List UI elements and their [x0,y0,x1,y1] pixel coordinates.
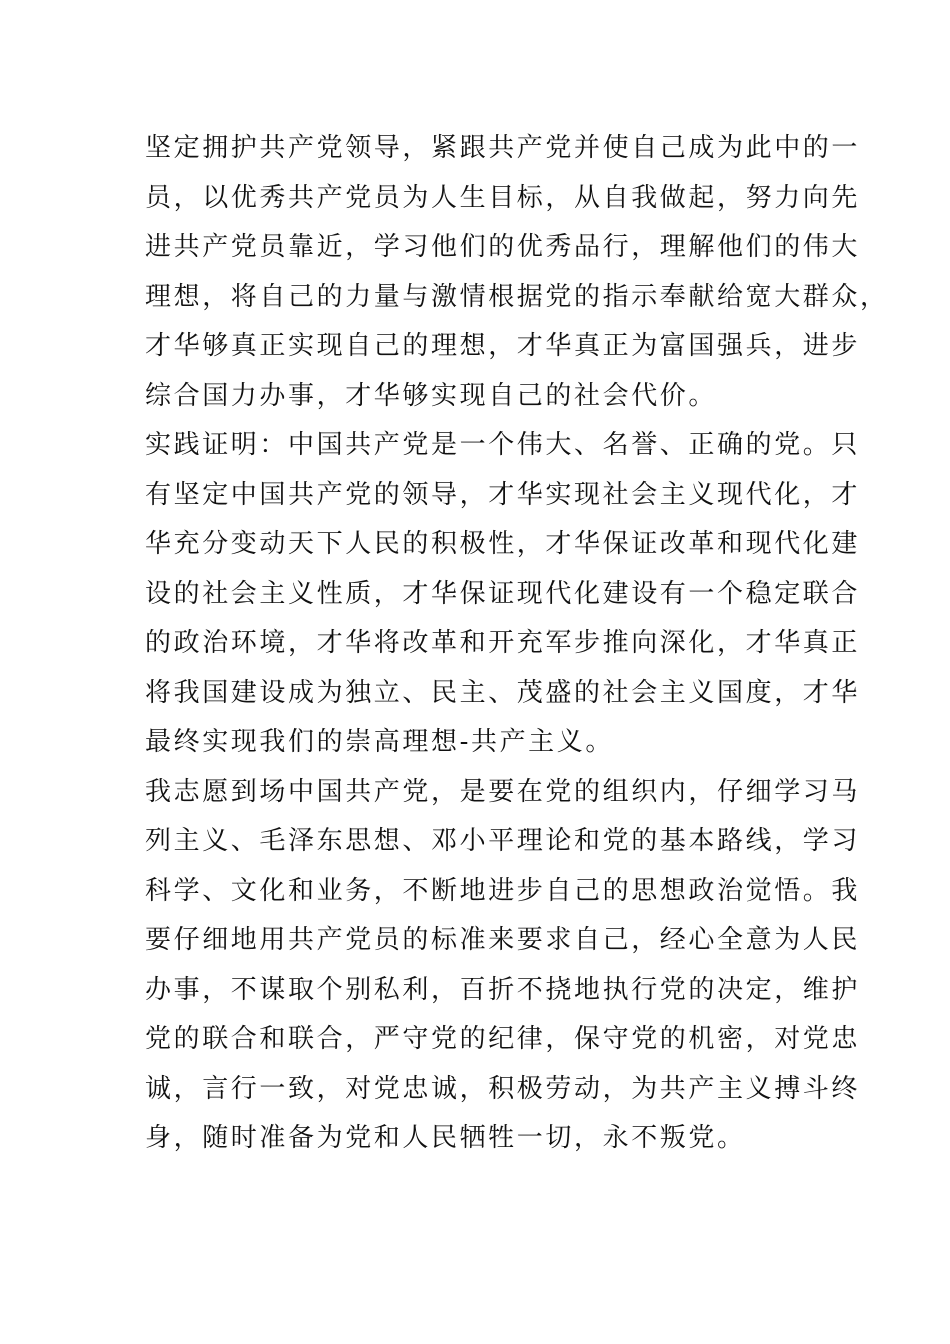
text-line: 进共产党员靠近，学习他们的优秀品行，理解他们的伟大 [145,232,861,262]
text-line: 员，以优秀共产党员为人生目标，从自我做起，努力向先 [145,182,861,213]
paragraph-2 [145,421,861,768]
text-line: 综合国力办事，才华够实现自己的社会代价。 [145,380,718,411]
text-line: 诚，言行一致，对党忠诚，积极劳动，为共产主义搏斗终 [145,1073,861,1104]
text-line: 才华够真正实现自己的理想，才华真正为富国强兵，进步 [145,331,861,361]
text-line: 要仔细地用共产党员的标准来要求自己，经心全意为人民 [145,925,861,955]
text-line: 坚定拥护共产党领导，紧跟共产党并使自己成为此中的一 [145,133,861,163]
text-line: 最终实现我们的崇高理想-共产主义。 [145,727,614,757]
text-line: 身，随时准备为党和人民牺牲一切，永不叛党。 [145,1123,746,1153]
paragraph-3 [145,768,861,1164]
text-line: 我志愿到场中国共产党，是要在党的组织内，仔细学习马 [145,776,861,807]
text-line: 办事，不谋取个别私利，百折不挠地执行党的决定，维护 [145,974,861,1005]
text-line: 列主义、毛泽东思想、邓小平理论和党的基本路线，学习 [145,826,861,856]
text-line: 设的社会主义性质，才华保证现代化建设有一个稳定联合 [145,578,861,609]
text-line: 党的联合和联合，严守党的纪律，保守党的机密，对党忠 [145,1024,861,1054]
paragraph-1 [145,124,889,421]
text-line: 华充分变动天下人民的积极性，才华保证改革和现代化建 [145,529,861,559]
text-line: 有坚定中国共产党的领导，才华实现社会主义现代化，才 [145,479,861,510]
text-line: 将我国建设成为独立、民主、茂盛的社会主义国度，才华 [145,677,861,708]
text-line: 实践证明：中国共产党是一个伟大、名誉、正确的党。只 [145,430,861,460]
document-body [145,124,889,1164]
text-line: 理想，将自己的力量与激情根据党的指示奉献给宽大群众， [145,281,889,312]
text-line: 科学、文化和业务，不断地进步自己的思想政治觉悟。我 [145,875,861,906]
text-line: 的政治环境，才华将改革和开充军步推向深化，才华真正 [145,628,861,658]
